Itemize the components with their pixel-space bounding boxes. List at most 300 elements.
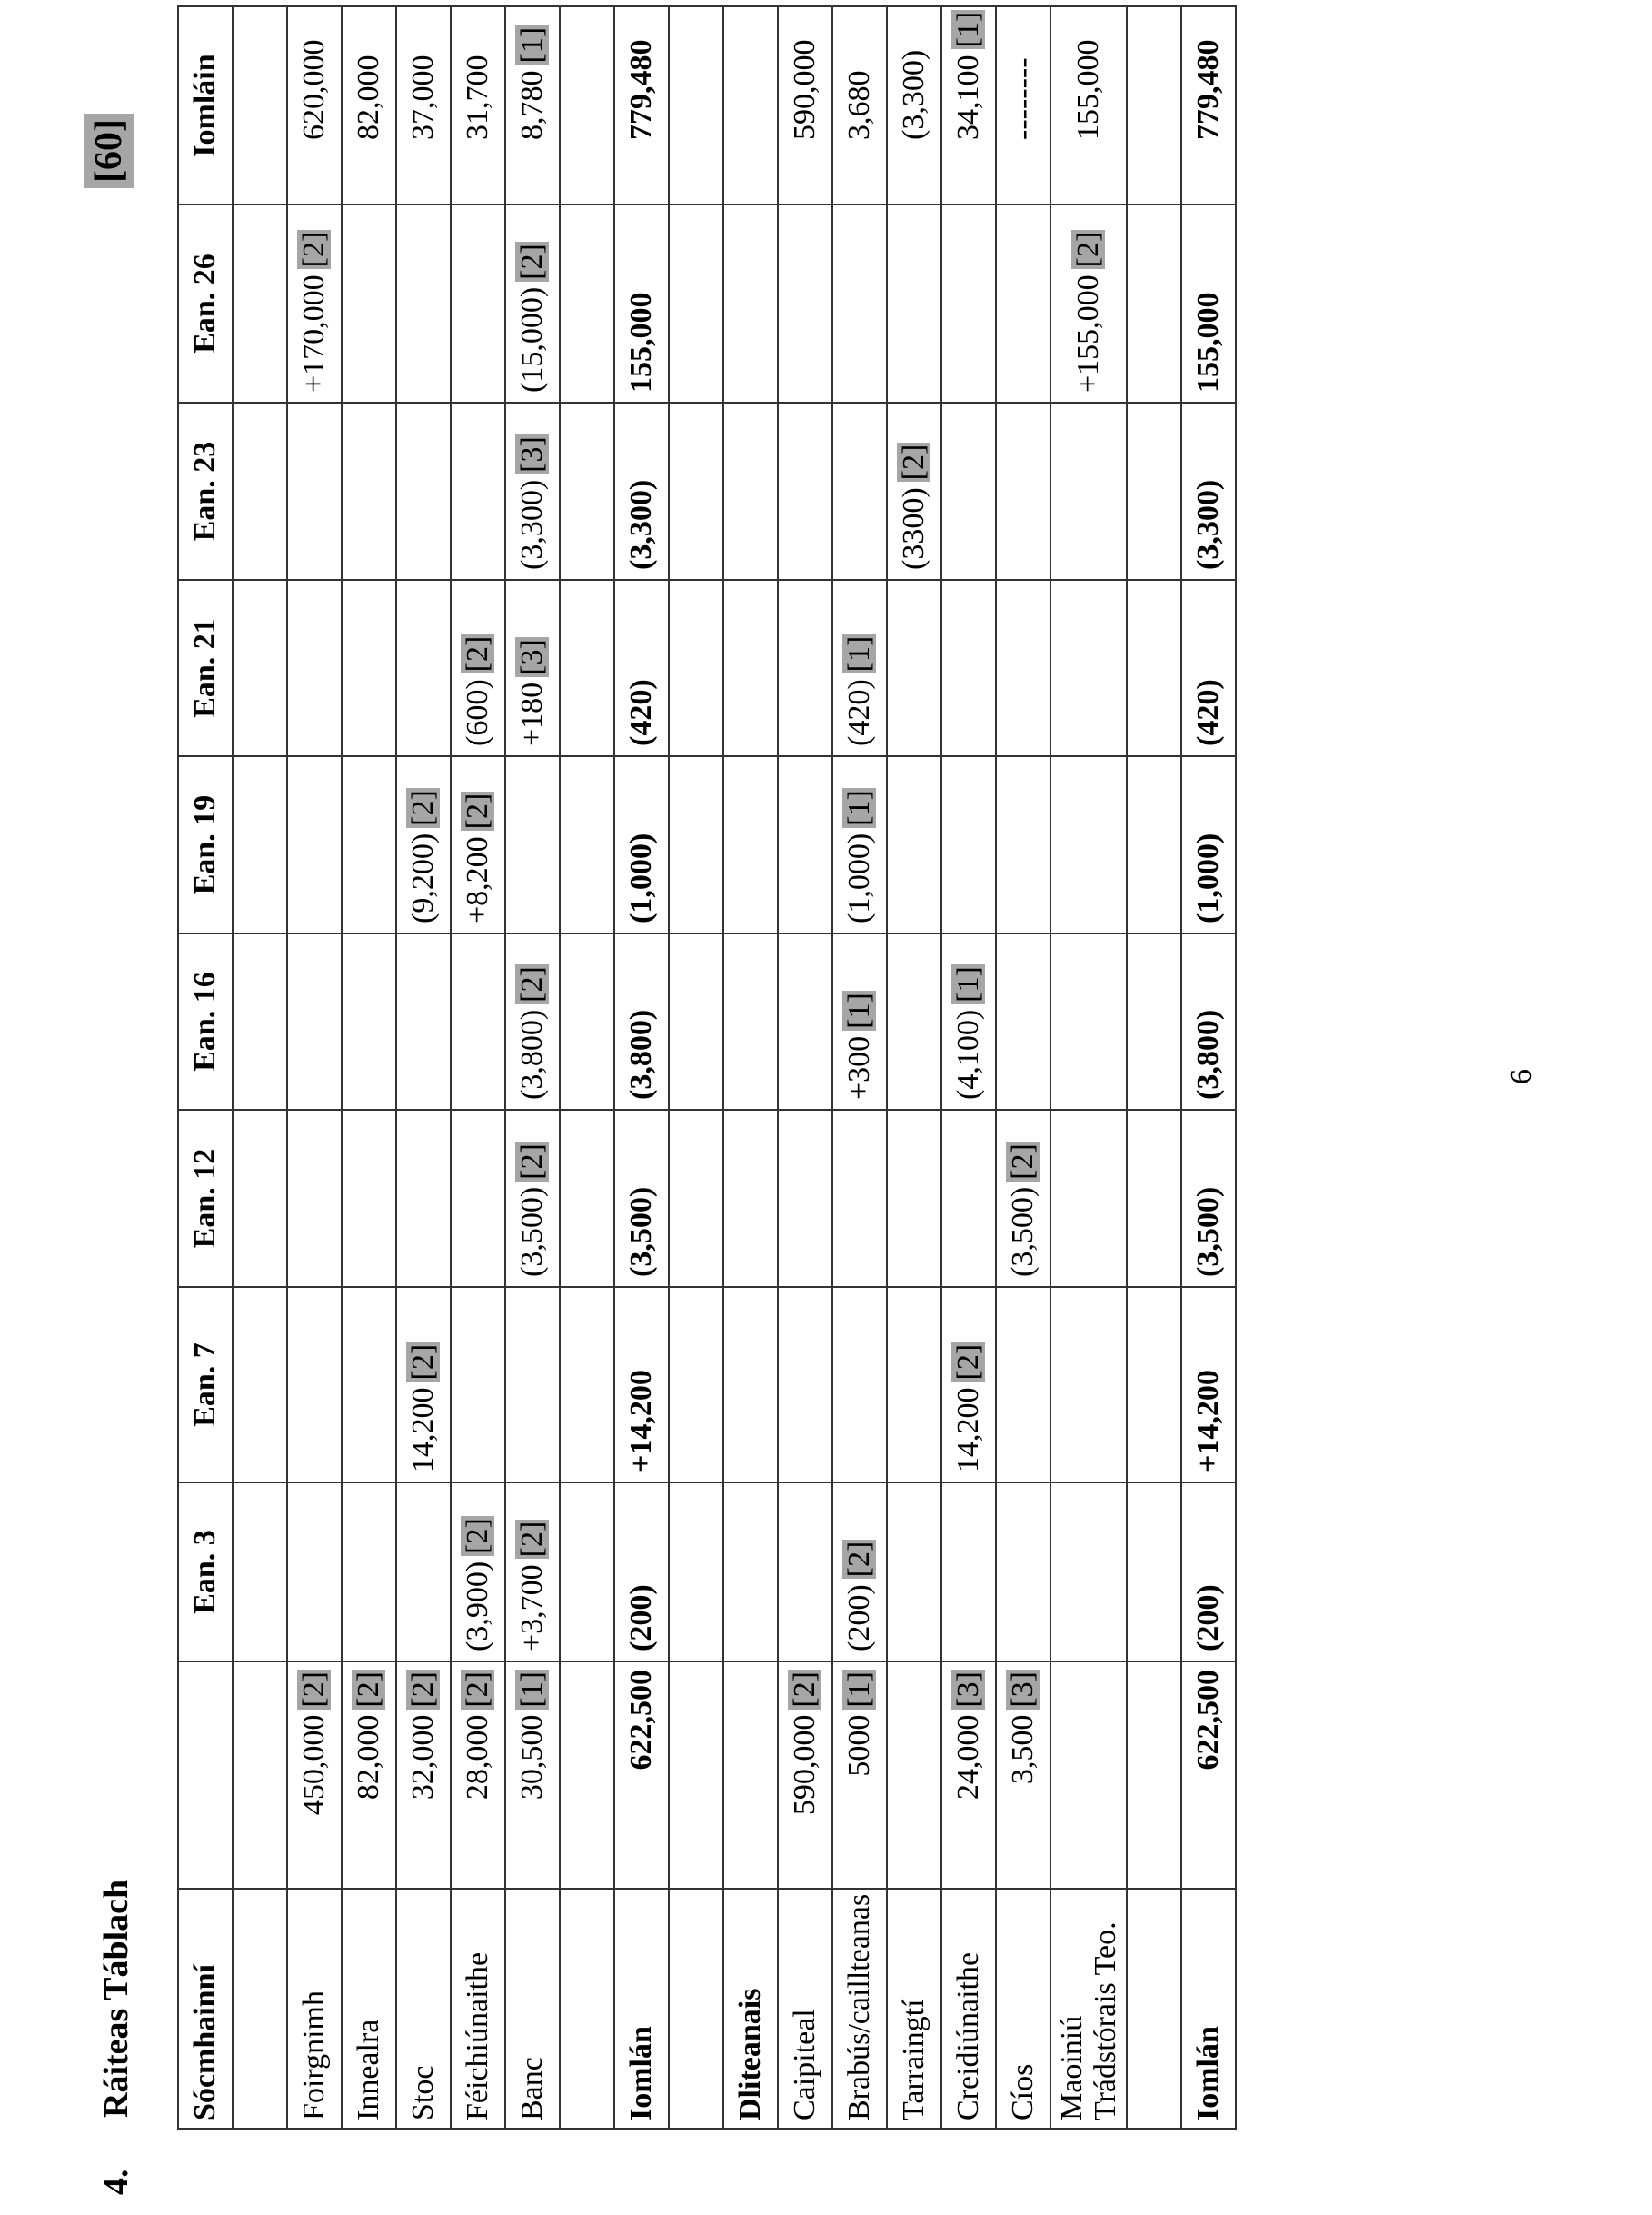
table-cell	[941, 1661, 996, 1889]
table-cell	[669, 1482, 723, 1661]
table-cell	[669, 403, 723, 580]
mark-allocation-badge: [1]	[515, 1671, 550, 1708]
cell-value: (3,800)	[624, 1009, 659, 1100]
table-cell	[505, 1661, 560, 1889]
table-cell	[1050, 580, 1127, 756]
cell-value: +300	[842, 1035, 877, 1100]
cell-value: 590,000	[788, 1714, 822, 1816]
table-cell	[342, 580, 396, 756]
table-cell	[778, 1287, 832, 1482]
table-cell	[996, 580, 1050, 756]
blank-row	[233, 6, 287, 2129]
table-cell	[778, 6, 832, 205]
table-cell	[451, 205, 505, 403]
table-cell	[832, 1482, 887, 1661]
mark-allocation-badge: [1]	[951, 11, 986, 48]
mark-allocation-badge: [1]	[842, 993, 877, 1029]
table-cell	[614, 6, 669, 205]
mark-allocation-badge: [2]	[515, 966, 550, 1003]
table-cell	[560, 6, 614, 205]
table-cell	[996, 1482, 1050, 1661]
table-row	[1181, 6, 1236, 2129]
table-cell	[505, 756, 560, 933]
table-cell	[669, 933, 723, 1110]
table-row	[396, 6, 451, 2129]
header-cell: Iomláin	[178, 6, 233, 205]
table-row	[941, 6, 996, 2129]
tabular-statement-table	[177, 5, 1237, 2130]
blank-row	[560, 6, 614, 2129]
table-cell	[614, 1482, 669, 1661]
table-cell	[233, 756, 287, 933]
table-cell	[778, 1661, 832, 1889]
row-label	[1127, 1889, 1181, 2129]
table-cell	[451, 756, 505, 933]
cell-value: 82,000	[352, 1714, 386, 1801]
cell-value: (420)	[1191, 679, 1226, 746]
cell-value: 14,200	[951, 1387, 986, 1472]
table-cell	[1050, 403, 1127, 580]
mark-allocation-badge: [2]	[461, 1671, 495, 1708]
table-cell	[832, 933, 887, 1110]
mark-allocation-badge: [2]	[515, 1521, 550, 1558]
cell-value: (200)	[1191, 1584, 1226, 1651]
table-cell	[941, 756, 996, 933]
cell-value: 155,000	[1191, 292, 1226, 393]
table-cell	[396, 403, 451, 580]
table-cell	[941, 1482, 996, 1661]
cell-value: (3,300)	[897, 49, 931, 140]
cell-value: (1,000)	[624, 833, 659, 923]
table-cell	[505, 6, 560, 205]
table-cell	[505, 1110, 560, 1287]
table-cell	[996, 756, 1050, 933]
header-cell: Ean. 3	[178, 1482, 233, 1661]
table-row	[614, 6, 669, 2129]
mark-allocation-badge: [1]	[515, 26, 550, 64]
table-cell	[233, 1482, 287, 1661]
cell-value: 155,000	[1071, 39, 1106, 140]
table-cell	[887, 1110, 941, 1287]
mark-allocation-badge: [2]	[788, 1671, 822, 1708]
table-header-row	[178, 6, 233, 2129]
mark-allocation-badge: [1]	[951, 966, 986, 1003]
row-label	[560, 1889, 614, 2129]
marks-badge: [60]	[84, 114, 134, 188]
table-cell	[287, 1661, 342, 1889]
table-cell	[832, 6, 887, 205]
table-row	[287, 6, 342, 2129]
table-cell	[723, 205, 778, 403]
table-cell	[396, 205, 451, 403]
table-cell	[778, 403, 832, 580]
cell-value: 620,000	[297, 39, 332, 140]
table-cell	[1181, 205, 1236, 403]
table-cell	[887, 205, 941, 403]
mark-allocation-badge: [3]	[515, 436, 550, 473]
cell-value: (4,100)	[951, 1009, 986, 1100]
table-cell	[342, 756, 396, 933]
mark-allocation-badge: [2]	[461, 793, 495, 830]
table-cell	[287, 403, 342, 580]
table-cell	[723, 1661, 778, 1889]
table-cell	[451, 1482, 505, 1661]
table-cell	[1181, 1110, 1236, 1287]
row-label: Caipiteal	[778, 1889, 832, 2129]
cell-value: +3,700	[515, 1564, 550, 1651]
table-cell	[887, 933, 941, 1110]
table-cell	[778, 756, 832, 933]
table-cell	[669, 1287, 723, 1482]
cell-value: (3,500)	[1006, 1186, 1040, 1277]
row-label: Innealra	[342, 1889, 396, 2129]
table-cell	[832, 403, 887, 580]
table-cell	[560, 1110, 614, 1287]
table-cell	[778, 1482, 832, 1661]
cell-value: +170,000	[297, 274, 332, 393]
table-cell	[505, 1482, 560, 1661]
table-row	[832, 6, 887, 2129]
mark-allocation-badge: [2]	[406, 1343, 441, 1381]
table-cell	[832, 756, 887, 933]
cell-value: 8,780	[515, 70, 550, 140]
table-cell	[287, 1482, 342, 1661]
table-row	[887, 6, 941, 2129]
table-cell	[887, 756, 941, 933]
table-cell	[832, 580, 887, 756]
table-cell	[233, 403, 287, 580]
header-cell: Ean. 23	[178, 403, 233, 580]
mark-allocation-badge: [2]	[352, 1671, 386, 1708]
table-cell	[1127, 6, 1181, 205]
table-row	[778, 6, 832, 2129]
cell-value: (200)	[624, 1584, 659, 1651]
mark-allocation-badge: [2]	[461, 635, 495, 673]
table-row	[451, 6, 505, 2129]
table-cell	[614, 1287, 669, 1482]
cell-value: (9,200)	[406, 833, 441, 923]
cell-value: (3,800)	[515, 1009, 550, 1100]
table-cell	[396, 756, 451, 933]
row-label	[669, 1889, 723, 2129]
table-cell	[287, 1287, 342, 1482]
table-cell	[396, 1482, 451, 1661]
table-cell	[233, 1110, 287, 1287]
table-cell	[996, 1661, 1050, 1889]
table-cell	[723, 1287, 778, 1482]
cell-value: 155,000	[624, 292, 659, 393]
table-cell	[887, 403, 941, 580]
mark-allocation-badge: [3]	[515, 639, 550, 675]
table-cell	[996, 403, 1050, 580]
table-cell	[669, 1661, 723, 1889]
blank-row	[669, 6, 723, 2129]
row-label: Brabús/caillteanas	[832, 1889, 887, 2129]
mark-allocation-badge: [1]	[842, 635, 877, 673]
cell-value: (3,300)	[624, 479, 659, 570]
row-label: Foirgnimh	[287, 1889, 342, 2129]
mark-allocation-badge: [1]	[842, 790, 877, 826]
table-cell	[1050, 933, 1127, 1110]
table-cell	[669, 756, 723, 933]
mark-allocation-badge: [3]	[1006, 1671, 1040, 1708]
cell-value: (3300)	[897, 487, 931, 570]
mark-allocation-badge: [2]	[297, 1671, 332, 1708]
table-cell	[560, 580, 614, 756]
table-cell	[887, 1482, 941, 1661]
cell-value: 5000	[842, 1714, 877, 1777]
table-cell	[1181, 6, 1236, 205]
table-cell	[778, 205, 832, 403]
cell-value: 3,680	[842, 70, 877, 140]
table-cell	[451, 580, 505, 756]
cell-value: (15,000)	[515, 286, 550, 393]
table-cell	[723, 756, 778, 933]
table-cell	[832, 1110, 887, 1287]
cell-value: 779,480	[624, 39, 659, 140]
cell-value: 32,000	[406, 1714, 441, 1801]
table-cell	[560, 1482, 614, 1661]
cell-value: --------	[1006, 57, 1040, 140]
header-cell: Ean. 19	[178, 756, 233, 933]
table-cell	[1181, 580, 1236, 756]
cell-value: (200)	[842, 1584, 877, 1651]
mark-allocation-badge: [2]	[842, 1541, 877, 1578]
table-cell	[287, 1110, 342, 1287]
table-cell	[451, 1287, 505, 1482]
table-cell	[560, 205, 614, 403]
mark-allocation-badge: [2]	[951, 1343, 986, 1381]
table-cell	[287, 933, 342, 1110]
table-cell	[1050, 1661, 1127, 1889]
cell-value: (420)	[624, 679, 659, 746]
table-cell	[505, 580, 560, 756]
table-cell	[887, 6, 941, 205]
table-cell	[1127, 1110, 1181, 1287]
header-cell: Ean. 26	[178, 205, 233, 403]
mark-allocation-badge: [2]	[515, 1143, 550, 1180]
table-cell	[505, 933, 560, 1110]
table-cell	[669, 1110, 723, 1287]
cell-value: 590,000	[788, 39, 822, 140]
table-cell	[723, 1110, 778, 1287]
row-label: Creidiúnaithe	[941, 1889, 996, 2129]
table-cell	[1181, 1661, 1236, 1889]
cell-value: 34,100	[951, 55, 986, 140]
header-cell-label: Sócmhainní	[178, 1889, 233, 2129]
cell-value: +14,200	[624, 1370, 659, 1472]
table-cell	[560, 933, 614, 1110]
table-cell	[996, 1287, 1050, 1482]
table-cell	[832, 1661, 887, 1889]
question-number: 4.	[97, 2169, 135, 2195]
table-cell	[1127, 1482, 1181, 1661]
table-cell	[614, 205, 669, 403]
cell-value: 28,000	[461, 1714, 495, 1801]
row-label: Stoc	[396, 1889, 451, 2129]
table-cell	[342, 205, 396, 403]
table-cell	[396, 580, 451, 756]
mark-allocation-badge: [2]	[897, 444, 931, 481]
table-cell	[342, 6, 396, 205]
table-cell	[778, 580, 832, 756]
table-cell	[342, 933, 396, 1110]
table-cell	[1181, 933, 1236, 1110]
cell-value: (3,900)	[461, 1561, 495, 1651]
table-cell	[941, 1110, 996, 1287]
cell-value: 622,500	[624, 1670, 659, 1771]
table-cell	[941, 6, 996, 205]
table-cell	[832, 205, 887, 403]
table-cell	[778, 1110, 832, 1287]
table-cell	[941, 1287, 996, 1482]
table-cell	[941, 205, 996, 403]
row-label: Banc	[505, 1889, 560, 2129]
row-label: Iomlán	[1181, 1889, 1236, 2129]
table-cell	[1127, 580, 1181, 756]
row-label: Cíos	[996, 1889, 1050, 2129]
table-cell	[941, 580, 996, 756]
table-cell	[832, 1287, 887, 1482]
table-cell	[396, 6, 451, 205]
table-cell	[342, 403, 396, 580]
table-cell	[723, 933, 778, 1110]
table-cell	[396, 1287, 451, 1482]
table-cell	[996, 1110, 1050, 1287]
cell-value: 37,000	[406, 55, 441, 140]
row-label: Dliteanais	[723, 1889, 778, 2129]
table-cell	[1127, 403, 1181, 580]
cell-value: (3,300)	[515, 479, 550, 570]
row-label: Féichiúnaithe	[451, 1889, 505, 2129]
table-cell	[723, 1482, 778, 1661]
table-cell	[560, 1287, 614, 1482]
table-cell	[941, 933, 996, 1110]
table-cell	[233, 933, 287, 1110]
cell-value: 24,000	[951, 1714, 986, 1801]
table-cell	[887, 580, 941, 756]
row-label: Tarraingtí	[887, 1889, 941, 2129]
cell-value: (1,000)	[842, 833, 877, 923]
cell-value: (3,500)	[515, 1186, 550, 1277]
row-label: Maoiniú Trádstórais Teo.	[1050, 1889, 1127, 2129]
table-cell	[1127, 756, 1181, 933]
table-cell	[342, 1287, 396, 1482]
table-row	[342, 6, 396, 2129]
table-cell	[342, 1661, 396, 1889]
table-cell	[887, 1661, 941, 1889]
table-cell	[233, 6, 287, 205]
table-cell	[996, 933, 1050, 1110]
table-cell	[723, 580, 778, 756]
table-cell	[941, 403, 996, 580]
cell-value: +8,200	[461, 836, 495, 923]
mark-allocation-badge: [2]	[297, 231, 332, 268]
table-cell	[233, 1661, 287, 1889]
table-cell	[233, 580, 287, 756]
cell-value: (3,800)	[1191, 1009, 1226, 1100]
table-cell	[1181, 1482, 1236, 1661]
cell-value: 3,500	[1006, 1714, 1040, 1785]
mark-allocation-badge: [3]	[951, 1671, 986, 1708]
table-cell	[505, 205, 560, 403]
table-cell	[669, 6, 723, 205]
mark-allocation-badge: [1]	[842, 1671, 877, 1708]
table-cell	[723, 6, 778, 205]
cell-value: (3,300)	[1191, 479, 1226, 570]
table-row	[996, 6, 1050, 2129]
table-cell	[669, 205, 723, 403]
table-cell	[1127, 1661, 1181, 1889]
table-cell	[451, 1661, 505, 1889]
table-cell	[614, 580, 669, 756]
table-cell	[1181, 756, 1236, 933]
table-cell	[287, 580, 342, 756]
table-cell	[996, 6, 1050, 205]
table-cell	[1050, 6, 1127, 205]
table-cell	[614, 403, 669, 580]
cell-value: +14,200	[1191, 1370, 1226, 1472]
table-cell	[614, 933, 669, 1110]
table-cell	[1050, 756, 1127, 933]
cell-value: 30,500	[515, 1714, 550, 1801]
mark-allocation-badge: [2]	[406, 1671, 441, 1708]
cell-value: (3,500)	[1191, 1186, 1226, 1277]
table-row	[1050, 6, 1127, 2129]
cell-value: +180	[515, 682, 550, 746]
row-label	[233, 1889, 287, 2129]
cell-value: 450,000	[297, 1714, 332, 1816]
table-cell	[451, 6, 505, 205]
table-cell	[287, 205, 342, 403]
header-cell	[178, 1661, 233, 1889]
table-cell	[233, 1287, 287, 1482]
table-cell	[1127, 205, 1181, 403]
table-cell	[996, 205, 1050, 403]
table-cell	[1127, 933, 1181, 1110]
page-number: 6	[1505, 1069, 1538, 1084]
table-row	[505, 6, 560, 2129]
table-cell	[1050, 205, 1127, 403]
table-cell	[560, 1661, 614, 1889]
cell-value: (600)	[461, 679, 495, 746]
table-cell	[396, 933, 451, 1110]
table-cell	[451, 933, 505, 1110]
cell-value: 779,480	[1191, 39, 1226, 140]
table-cell	[614, 1110, 669, 1287]
cell-value: (420)	[842, 679, 877, 746]
table-cell	[1050, 1110, 1127, 1287]
mark-allocation-badge: [2]	[461, 1518, 495, 1554]
table-cell	[669, 580, 723, 756]
table-cell	[560, 756, 614, 933]
table-cell	[1127, 1287, 1181, 1482]
table-cell	[396, 1661, 451, 1889]
row-label: Iomlán	[614, 1889, 669, 2129]
table-cell	[1181, 403, 1236, 580]
cell-value: 31,700	[461, 55, 495, 140]
table-cell	[287, 6, 342, 205]
table-cell	[887, 1287, 941, 1482]
table-cell	[560, 403, 614, 580]
header-cell: Ean. 16	[178, 933, 233, 1110]
table-cell	[1050, 1287, 1127, 1482]
header-cell: Ean. 7	[178, 1287, 233, 1482]
table-cell	[1050, 1482, 1127, 1661]
table-cell	[396, 1110, 451, 1287]
cell-value: +155,000	[1071, 274, 1106, 393]
mark-allocation-badge: [2]	[1006, 1143, 1040, 1180]
